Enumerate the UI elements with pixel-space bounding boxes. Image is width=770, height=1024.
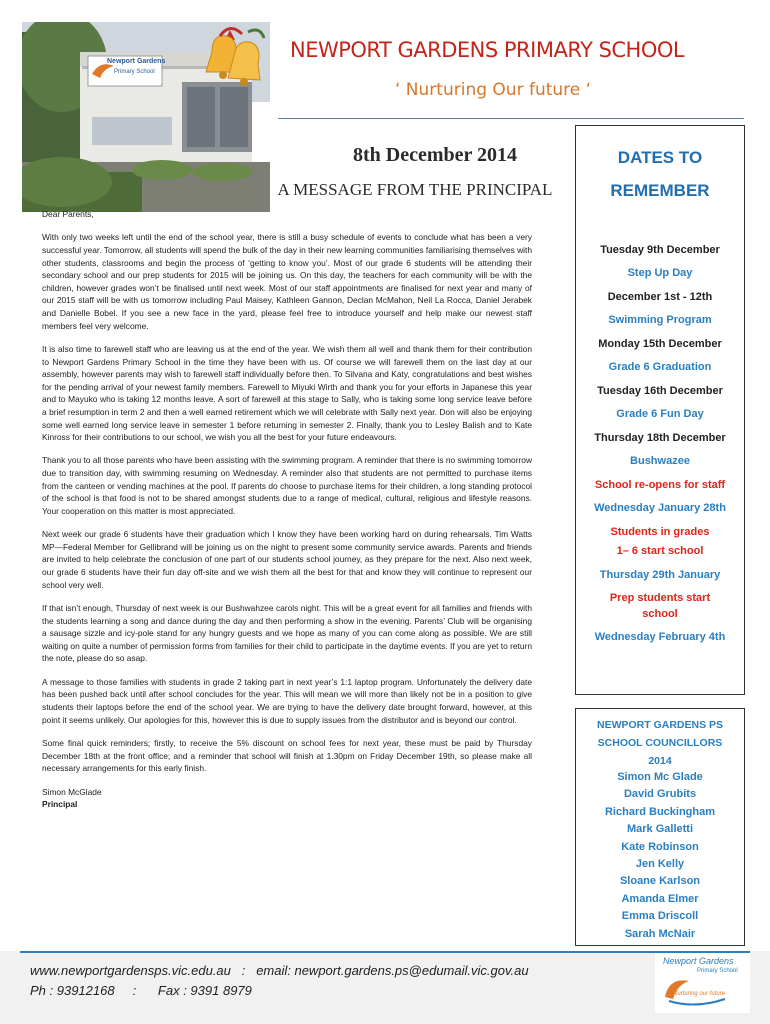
footer-phone-line [30,983,252,998]
date-item: Wednesday January 28th [594,502,726,515]
letter-paragraph: If that isn’t enough, Thursday of next week is our Bushwahzee carols night. This will be a great event for all families and friends with the students learning a song and dance during the day and then performing a show in the evening. Parents’ Club will be organising a sausage sizzle and icy-pole stand for any hungry guests and we hope as many of you can come along as possible. We are still waiting on quite a number of permission forms from families for their child to participate in the daytime events. If you are yet to return the note, please do so asap. [42,603,532,664]
school-building-photo [22,22,270,212]
councillor-name: Sloane Karlson [619,875,701,888]
event-item: Grade 6 Fun Day [616,408,704,421]
letter-paragraph: Next week our grade 6 students have their graduation which I know they have been working hard on during rehearsals. Tim Watts MP—Federal Member for Gellibrand will be joining us on the night to present some community service awards. Parents and friends are invited to help celebrate the conclusion of one part of our students school journey, as they prepare for the next. Also next week, our grade 6 students have their fun day off-site and we wish them all the best for that and know they will continue to represent our school very well. [42,529,532,590]
councillors-title [578,716,742,770]
letter-paragraph: It is also time to farewell staff who are leaving us at the end of the year. We wish them all well and thank them for their contribution to Newport Gardens Primary School in the time they have been with us. Of course we will farewell them on the last day at our assembly, however parents may wish to farewell staff individually before then. To Silvana and Katy, congratulations and best wishes for the pending arrival of your newest family members. Farewell to Miyuki Wirth and thank you for your efforts in Japanese this year and to Mayuko who is taking 12 months leave. A sort of farewell at this stage to Sally, who is taking some long service leave before a brief resumption in term 2 and then a well earned retirement which we will celebrate with Sally next year. Don will also be enjoying some well earned long service leave in semester 1 before returning in semester 2. Finally, thank you to Lesley Balish and to Kate Kinross for their contributions to our school, we wish you all the best for your future endeavours. [42,343,532,443]
footer-separator: : [230,963,257,978]
event-item: Step Up Day [627,267,693,280]
councillors-title-line1: NEWPORT GARDENS PS [596,719,723,731]
councillor-name: Emma Driscoll [621,910,699,923]
email-link[interactable]: email: newport.gardens.ps@edumail.vic.gov.au [256,963,529,978]
date-item: Tuesday 16th December [597,384,723,397]
header-divider [278,118,744,119]
signature-name: Simon McGlade [42,786,102,797]
signature-title: Principal [42,799,78,810]
event-item: Grade 6 Graduation [608,361,712,374]
phone-number: Ph : 93912168 [30,983,115,998]
event-item: Swimming Program [608,314,712,327]
photo-sign-name: Newport Gardens [107,58,166,65]
footer-contact-line [30,963,529,978]
date-item: Thursday 29th January [599,568,721,581]
councillor-name: Kate Robinson [621,840,699,853]
date-item: Wednesday February 4th [594,631,726,644]
dates-list [580,243,740,654]
date-item: Monday 15th December [598,337,722,350]
letter-paragraph: With only two weeks left until the end of the school year, there is still a busy schedule of events to conclude what has been a very successful year. Tomorrow, all students will spend the bulk of the day in their new learning communities familiarising themselves with other students, classrooms and begin the process of ‘getting to know you’. Most of our grade 6 students will be attending their secondary school and our prep students for 2015 will be joining us. On this day, the teachers for each community will be with the children, however grades won’t be finalised until next week. Most of our staff appointments are finalised for next year and many of our 2015 staff will be with us tomorrow including Paul Maisey, Kathleen Gannon, Declan McMahon, Neil La Rocca, Daniel Jerabek and Danielle Bobel. If you see a new face in the yard, please feel free to introduce yourself and help make our newest staff members feel very welcome. [42,232,533,331]
councillor-name: David Grubits [623,788,697,801]
footer-divider [20,951,750,953]
date-item: December 1st - 12th [607,290,713,303]
school-title: NEWPORT GARDENS PRIMARY SCHOOL [290,38,685,62]
councillor-name: Richard Buckingham [604,805,716,818]
date-item: Tuesday 9th December [600,244,720,256]
logo-motto: Nurturing our future [673,991,726,997]
logo-name: Newport Gardens [663,956,734,966]
councillor-name: Sarah McNair [624,927,696,940]
school-motto: ‘ Nurturing Our future ‘ [395,80,592,100]
event-item: 1– 6 start school [616,545,704,558]
councillor-name: Mark Galletti [626,823,694,836]
fax-number: Fax : 9391 8979 [157,983,252,998]
event-item: Bushwazee [630,455,690,468]
logo-sub: Primary School [697,968,738,974]
letter-salutation: Dear Parents, [42,209,94,219]
councillor-name: Jen Kelly [635,858,685,871]
letter-paragraph: Some final quick reminders; firstly, to receive the 5% discount on school fees for next year, these must be paid by Thursday December 18th at the front office; and a reminder that school will finish at 1.30pm on Friday December 19th, so please make all necessary arrangements for this early finish. [42,737,532,774]
website-link[interactable]: www.newportgardensps.vic.edu.au [30,963,231,978]
date-item: Thursday 18th December [594,431,726,444]
councillors-title-line2: SCHOOL COUNCILLORS [597,737,723,749]
school-logo [655,953,750,1013]
dates-title: DATES TO [617,148,703,167]
letter-paragraph: Thank you to all those parents who have been assisting with the swimming program. A reminder that there is no swimming tomorrow due to transition day, with swimming resuming on Wednesday. A reminder also that students are not permitted to purchase items from the canteen or vending machines at the pool. If parents do choose to purchase items for their children, a long standing protocol of the school is that food is not to be shared amongst students due to a range of medical, cultural, religious and lifestyle reasons. Your cooperation on this matter is most appreciated. [42,455,532,516]
photo-sign-sub: Primary School [114,69,155,75]
event-item: School re-opens for staff [594,478,726,491]
footer-separator: : [114,983,158,998]
letter-paragraph: A message to those families with students in grade 2 taking part in next year’s 1:1 laptop program. Unfortunately the delivery date has been pushed back until after school concludes for the year. This will mean we will more than likely not be in a position to give students their laptops before the end of the school year. We are trying to have the delivery date brought forward, however, at this point it seems unlikely. Our apologies for this, however this is due to supply issues from the distributor and is beyond our control. [42,676,532,725]
principal-message-heading: A MESSAGE FROM THE PRINCIPAL [277,180,553,199]
christmas-bells-icon [190,22,270,112]
councillors-year: 2014 [648,755,672,767]
event-item: Prep students start school [609,592,711,620]
newsletter-date: 8th December 2014 [352,144,518,166]
event-item: Students in grades [610,525,710,538]
councillor-name: Amanda Elmer [621,892,699,905]
councillors-list [578,769,742,943]
councillor-name: Simon Mc Glade [617,771,703,783]
dates-title-2: REMEMBER [610,181,710,200]
principal-letter [42,208,532,811]
